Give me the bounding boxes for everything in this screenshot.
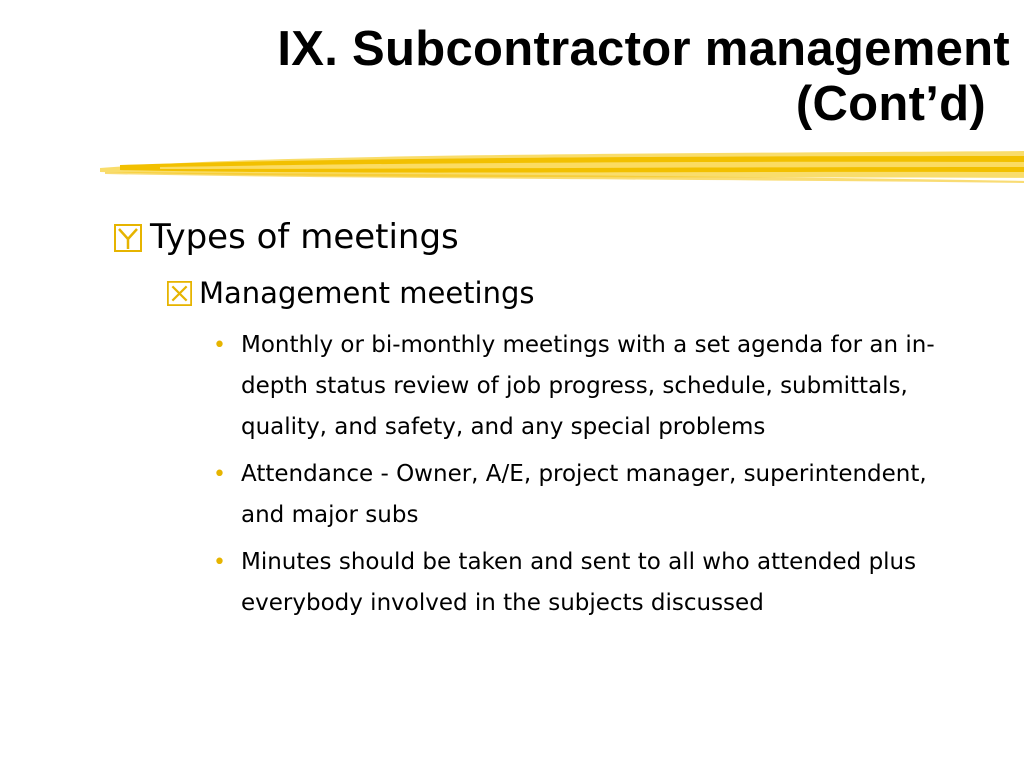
bullet-item xyxy=(213,542,973,624)
slide-title xyxy=(10,22,1010,132)
bullet-level-2 xyxy=(167,275,535,311)
bullet-level-1 xyxy=(114,216,459,258)
bullet-item xyxy=(213,454,973,536)
bullet-item-text: Attendance - Owner, A/E, project manager, superintendent, and major subs xyxy=(241,461,927,528)
bullet-item-text: Minutes should be taken and sent to all who attended plus everybody involved in the subjects discussed xyxy=(241,549,917,616)
bullet-dot-icon: • xyxy=(213,550,226,575)
yellow-brush-rule xyxy=(100,148,1024,188)
checkbox-x-icon xyxy=(167,281,192,306)
bullet-item xyxy=(213,325,973,448)
checkbox-y-icon xyxy=(114,224,142,252)
slide-title-line-2: (Cont’d) xyxy=(795,77,986,131)
bullet-list-level-3 xyxy=(213,325,973,630)
bullet-dot-icon: • xyxy=(213,333,226,358)
slide-title-line-1: IX. Subcontractor management xyxy=(277,22,1010,76)
bullet-dot-icon: • xyxy=(213,462,226,487)
bullet-item-text: Monthly or bi-monthly meetings with a set agenda for an in-depth status review of job progress, schedule, submittals, quality, and safety, and any special problems xyxy=(241,332,935,440)
bullet-level-1-text: Types of meetings xyxy=(150,217,459,257)
bullet-level-2-text: Management meetings xyxy=(199,276,535,310)
